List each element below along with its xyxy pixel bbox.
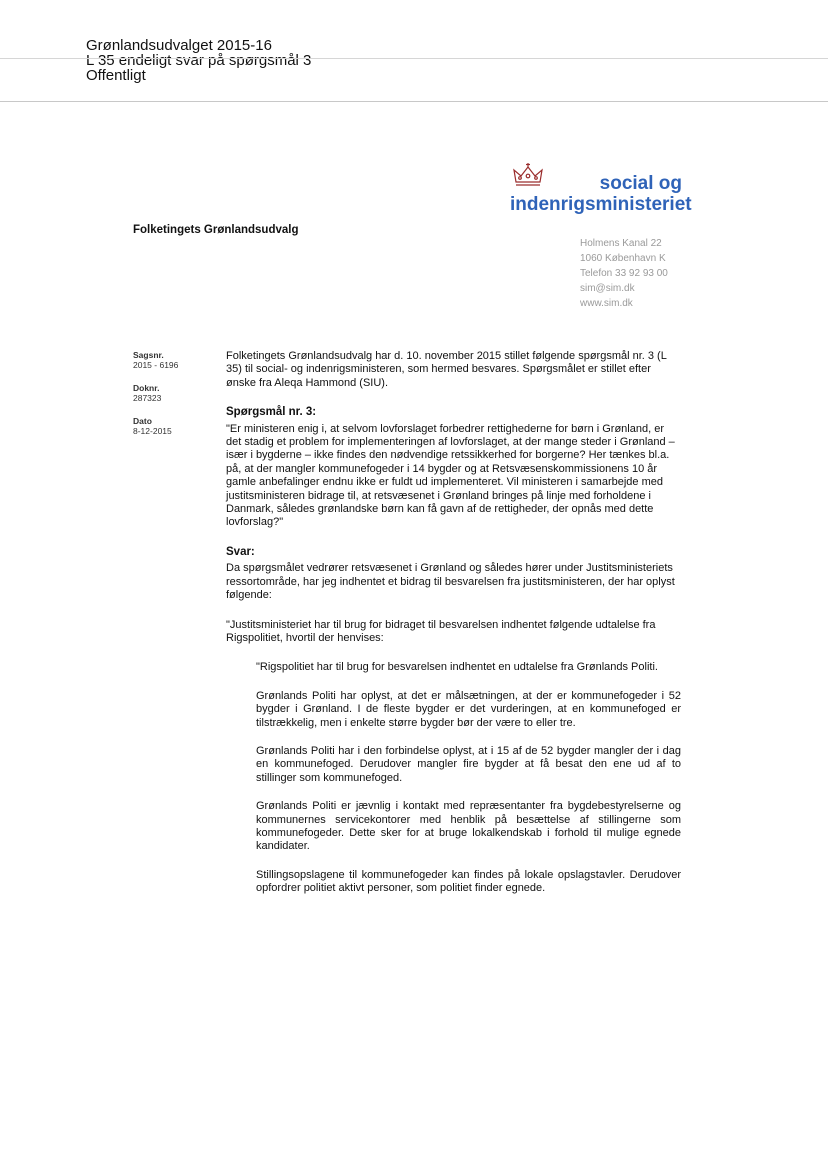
- quote-paragraph: Grønlands Politi er jævnlig i kontakt med repræsentanter fra bygdebestyrelserne og kommunernes servicekontorer med henblik på besættelse af stillingerne som kommunefogeder. Dette sker for at bruge lokalkendskab i forhold til mulige egnede kandidater.: [256, 800, 681, 853]
- quoted-statement: [256, 661, 681, 895]
- answer-paragraph: "Justitsministeriet har til brug for bidraget til besvarelsen indhentet følgende udtalelse fra Rigspolitiet, hvortil der henvises:: [226, 618, 656, 644]
- dato-value: 8-12-2015: [133, 426, 172, 436]
- quote-paragraph: Stillingsopslagene til kommunefogeder kan findes på lokale opslagstavler. Derudover opfordrer politiet aktivt personer, som politiet finder egnede.: [256, 868, 681, 895]
- address-phone: Telefon 33 92 93 00: [580, 268, 668, 279]
- doknr-value: 287323: [133, 393, 162, 403]
- address-city: 1060 København K: [580, 253, 666, 264]
- address-street: Holmens Kanal 22: [580, 238, 662, 249]
- quote-paragraph: Grønlands Politi har i den forbindelse oplyst, at i 15 af de 52 bygder mangler der i dag en kommunefoged. Derudover mangler fire bygder at få besat den ene ud af to stillinger som kommunefoged.: [256, 744, 681, 784]
- document-stamp: [86, 38, 311, 83]
- sagsnr-label: Sagsnr.: [133, 350, 164, 360]
- answer-heading: Svar:: [226, 545, 255, 558]
- address-web: www.sim.dk: [580, 298, 633, 309]
- logo-line-2: indenrigsministeriet: [510, 194, 692, 215]
- stamp-committee: Grønlandsudvalget 2015-16: [86, 37, 272, 54]
- stamp-status: Offentligt: [86, 67, 146, 84]
- quote-paragraph: Grønlands Politi har oplyst, at det er målsætningen, at der er kommunefogeder i 52 bygder i Grønland. I de fleste bygder er det vurderingen, at en kommunefoged er tilstrækkelig, men i enkelte større bygder bør der være to eller tre.: [256, 689, 681, 729]
- logo-line-1: social og: [599, 173, 682, 194]
- dato-label: Dato: [133, 416, 152, 426]
- letter-body: [226, 350, 681, 911]
- answer-paragraph: Da spørgsmålet vedrører retsvæsenet i Grønland og således hører under Justitsministeriets ressortområde, har jeg indhentet et bidrag til besvarelsen fra justitsministeren, der har oplyst følgende:: [226, 562, 675, 602]
- question-text: "Er ministeren enig i, at selvom lovforslaget forbedrer rettighederne for børn i Grønland, er det stadig et problem for implementeringen af lovforslaget, at der mange steder i Grønland – især i bygderne – ikke findes den nødvendige retssikkerhed for borgerne? Her tænkes bl.a. på, at der mangler kommunefogeder i 14 bygder og at Retsvæsenskommissionens 10 år gamle anbefalinger endnu ikke er fuldt ud implementeret. Vil ministeren i samarbejde med justitsministeren bidrage til, at retsvæsenet i Grønland bringes på linje med forholdene i Danmark, således grønlandske børn kan få gavn af de rettigheder, der opnås med dette lovforslag?": [226, 422, 675, 529]
- ministry-logo: [510, 173, 692, 215]
- stamp-reference: L 35 endeligt svar på spørgsmål 3: [86, 52, 312, 69]
- address-email: sim@sim.dk: [580, 283, 635, 294]
- scan-line: [0, 101, 828, 102]
- intro-paragraph: Folketingets Grønlandsudvalg har d. 10. november 2015 stillet følgende spørgsmål nr. 3 (L 35) til social- og indenrigsministeren, som hermed besvares. Spørgsmålet er stillet efter ønske fra Aleqa Hammond (SIU).: [226, 350, 667, 389]
- quote-paragraph: "Rigspolitiet har til brug for besvarelsen indhentet en udtalelse fra Grønlands Politi.: [256, 661, 658, 674]
- case-metadata: [133, 350, 178, 449]
- scan-line: [0, 58, 828, 59]
- sender-address: [580, 236, 668, 311]
- recipient: Folketingets Grønlandsudvalg: [133, 224, 299, 236]
- question-heading: Spørgsmål nr. 3:: [226, 406, 317, 419]
- sagsnr-value: 2015 - 6196: [133, 360, 179, 370]
- doknr-label: Doknr.: [133, 383, 160, 393]
